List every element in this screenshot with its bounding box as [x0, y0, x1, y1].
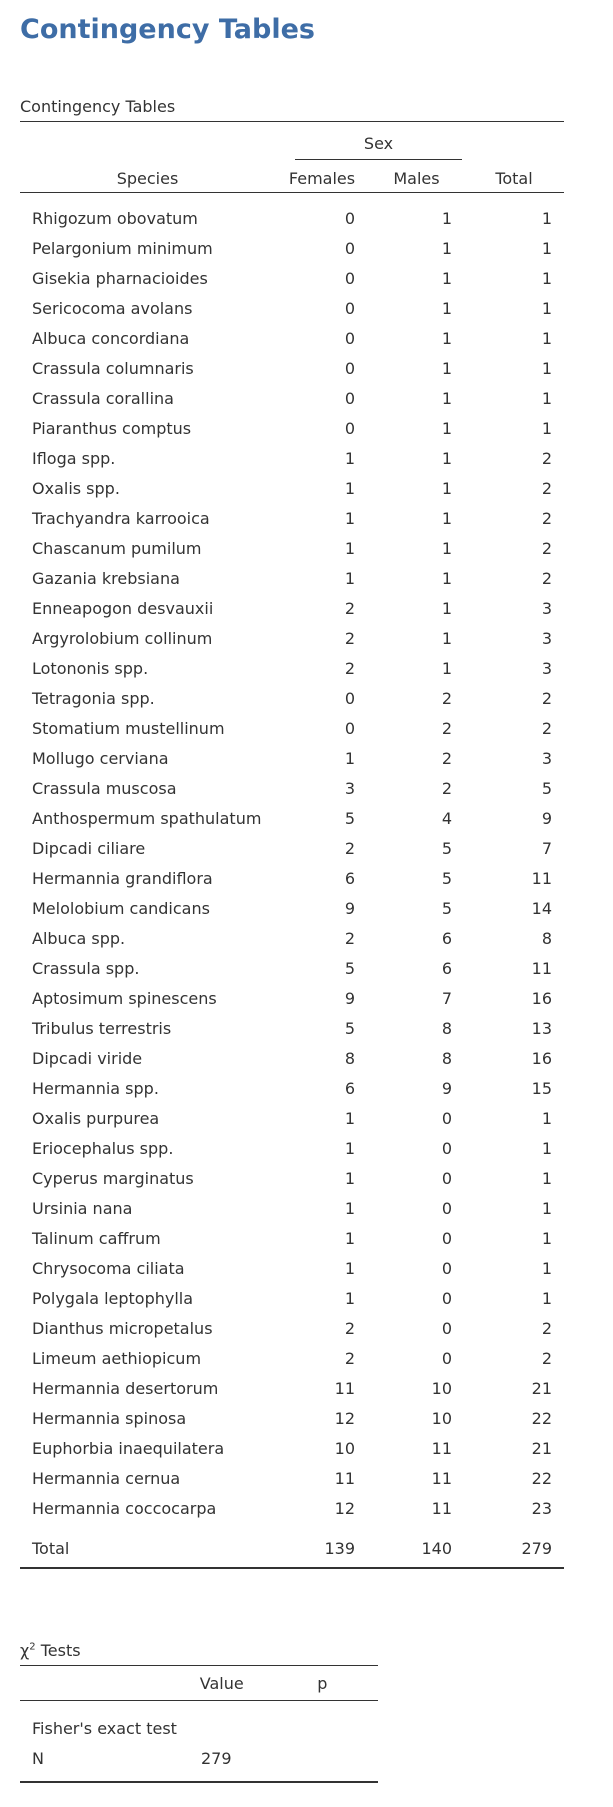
- table-row: [20, 773, 564, 803]
- total-cell: 7: [541, 838, 552, 858]
- males-cell: 8: [441, 1048, 452, 1068]
- males-cell: 1: [441, 328, 452, 348]
- species-cell: Dianthus micropetalus: [32, 1318, 213, 1338]
- females-cell: 5: [344, 958, 355, 978]
- species-cell: Mollugo cerviana: [32, 748, 169, 768]
- males-cell: 1: [441, 298, 452, 318]
- species-cell: Crassula muscosa: [32, 778, 177, 798]
- total-cell: 9: [541, 808, 552, 828]
- females-cell: 1: [344, 508, 355, 528]
- total-cell: 16: [531, 1048, 552, 1068]
- species-cell: Aptosimum spinescens: [32, 988, 217, 1008]
- total-cell: 1: [541, 1108, 552, 1128]
- total-males: 140: [421, 1538, 452, 1558]
- males-cell: 6: [441, 958, 452, 978]
- species-cell: Stomatium mustellinum: [32, 718, 225, 738]
- females-cell: 5: [344, 808, 355, 828]
- total-cell: 21: [531, 1378, 552, 1398]
- table-row: [20, 1463, 564, 1493]
- table-row: [20, 1373, 564, 1403]
- table-row: [20, 503, 564, 533]
- females-cell: 10: [334, 1438, 355, 1458]
- table-row: [20, 413, 564, 443]
- males-cell: 5: [441, 898, 452, 918]
- females-cell: 2: [344, 628, 355, 648]
- females-cell: 1: [344, 1138, 355, 1158]
- table-row: [20, 1103, 564, 1133]
- females-cell: 1: [344, 1168, 355, 1188]
- total-cell: 1: [541, 268, 552, 288]
- total-cell: 2: [541, 448, 552, 468]
- table-row: [20, 623, 564, 653]
- species-cell: Chascanum pumilum: [32, 538, 202, 558]
- test-name-cell: Fisher's exact test: [32, 1718, 177, 1738]
- chi-square-tests-section: [20, 1640, 378, 1783]
- males-cell: 1: [441, 568, 452, 588]
- table-row: [20, 863, 564, 893]
- males-cell: 1: [441, 628, 452, 648]
- species-cell: Ifloga spp.: [32, 448, 116, 468]
- males-cell: 1: [441, 448, 452, 468]
- table-row: [20, 1343, 564, 1373]
- species-cell: Ursinia nana: [32, 1198, 133, 1218]
- males-cell: 0: [441, 1138, 452, 1158]
- females-cell: 0: [344, 298, 355, 318]
- total-cell: 11: [531, 868, 552, 888]
- test-value-cell: [177, 1701, 267, 1744]
- table-row: [20, 743, 564, 773]
- females-cell: 3: [344, 778, 355, 798]
- females-cell: 2: [344, 1318, 355, 1338]
- total-cell: 2: [541, 1348, 552, 1368]
- spacer-row: [20, 193, 564, 204]
- group-header-row: [20, 122, 564, 165]
- males-cell: 6: [441, 928, 452, 948]
- total-cell: 16: [531, 988, 552, 1008]
- species-cell: Enneapogon desvauxii: [32, 598, 214, 618]
- table-row: [20, 383, 564, 413]
- table-row: [20, 683, 564, 713]
- contingency-table-caption: Contingency Tables: [20, 97, 176, 116]
- species-cell: Lotononis spp.: [32, 658, 149, 678]
- species-cell: Oxalis spp.: [32, 478, 120, 498]
- males-cell: 1: [441, 538, 452, 558]
- total-cell: 22: [531, 1468, 552, 1488]
- females-cell: 0: [344, 718, 355, 738]
- species-cell: Sericocoma avolans: [32, 298, 193, 318]
- females-cell: 12: [334, 1408, 355, 1428]
- females-cell: 0: [344, 358, 355, 378]
- females-cell: 6: [344, 1078, 355, 1098]
- column-header-species: Species: [20, 164, 275, 193]
- females-cell: 2: [344, 598, 355, 618]
- females-cell: 12: [334, 1498, 355, 1518]
- total-cell: 3: [541, 658, 552, 678]
- page-title: Contingency Tables: [20, 14, 315, 45]
- total-cell: 2: [541, 478, 552, 498]
- species-cell: Polygala leptophylla: [32, 1288, 194, 1308]
- species-cell: Albuca spp.: [32, 928, 126, 948]
- species-cell: Hermannia cernua: [32, 1468, 181, 1488]
- contingency-table: [20, 121, 564, 1569]
- species-cell: Dipcadi ciliare: [32, 838, 146, 858]
- males-cell: 2: [441, 748, 452, 768]
- table-row: [20, 833, 564, 863]
- column-header-females: Females: [275, 164, 369, 193]
- total-row: [20, 1523, 564, 1568]
- males-cell: 8: [441, 1018, 452, 1038]
- table-row: [20, 473, 564, 503]
- males-cell: 0: [441, 1168, 452, 1188]
- females-cell: 0: [344, 418, 355, 438]
- species-cell: Rhigozum obovatum: [32, 208, 198, 228]
- total-cell: 15: [531, 1078, 552, 1098]
- males-cell: 0: [441, 1228, 452, 1248]
- table-row: [20, 953, 564, 983]
- total-cell: 1: [541, 328, 552, 348]
- table-row: [20, 233, 564, 263]
- species-cell: Euphorbia inaequilatera: [32, 1438, 225, 1458]
- total-cell: 22: [531, 1408, 552, 1428]
- males-cell: 1: [441, 388, 452, 408]
- males-cell: 1: [441, 358, 452, 378]
- males-cell: 5: [441, 838, 452, 858]
- table-row: [20, 1013, 564, 1043]
- species-cell: Hermannia coccocarpa: [32, 1498, 217, 1518]
- table-row: [20, 983, 564, 1013]
- test-p-cell: [267, 1743, 378, 1782]
- males-cell: 1: [441, 268, 452, 288]
- table-row: [20, 1253, 564, 1283]
- species-cell: Hermannia spp.: [32, 1078, 159, 1098]
- total-cell: 13: [531, 1018, 552, 1038]
- contingency-table-body: [20, 203, 564, 1523]
- males-cell: 10: [431, 1408, 452, 1428]
- column-header-males: Males: [369, 164, 464, 193]
- species-cell: Crassula spp.: [32, 958, 140, 978]
- chi-header-blank: [20, 1666, 177, 1701]
- chi-header-p: p: [267, 1666, 378, 1701]
- species-cell: Hermannia grandiflora: [32, 868, 213, 888]
- chi-square-tests-caption: $\chi^2$ Tests: [20, 1641, 81, 1660]
- total-cell: 14: [531, 898, 552, 918]
- total-cell: 1: [541, 1198, 552, 1218]
- females-cell: 5: [344, 1018, 355, 1038]
- total-cell: 1: [541, 418, 552, 438]
- females-cell: 1: [344, 1228, 355, 1248]
- total-cell: 3: [541, 598, 552, 618]
- females-cell: 9: [344, 898, 355, 918]
- column-header-total: Total: [464, 164, 564, 193]
- table-row: [20, 1043, 564, 1073]
- males-cell: 1: [441, 478, 452, 498]
- females-cell: 9: [344, 988, 355, 1008]
- table-row: [20, 263, 564, 293]
- males-cell: 1: [441, 208, 452, 228]
- females-cell: 1: [344, 448, 355, 468]
- females-cell: 11: [334, 1378, 355, 1398]
- table-row: [20, 923, 564, 953]
- males-cell: 1: [441, 418, 452, 438]
- males-cell: 2: [441, 718, 452, 738]
- males-cell: 1: [441, 238, 452, 258]
- females-cell: 2: [344, 1348, 355, 1368]
- females-cell: 1: [344, 568, 355, 588]
- test-value-cell: 279: [201, 1748, 232, 1768]
- total-cell: 21: [531, 1438, 552, 1458]
- total-cell: 1: [541, 358, 552, 378]
- total-females: 139: [324, 1538, 355, 1558]
- males-cell: 1: [441, 508, 452, 528]
- males-cell: 10: [431, 1378, 452, 1398]
- table-row: [20, 1701, 378, 1744]
- table-row: [20, 203, 564, 233]
- table-row: [20, 1283, 564, 1313]
- table-row: [20, 593, 564, 623]
- total-cell: 2: [541, 538, 552, 558]
- table-row: [20, 1133, 564, 1163]
- females-cell: 1: [344, 748, 355, 768]
- total-cell: 8: [541, 928, 552, 948]
- group-header-blank: [20, 122, 275, 165]
- species-cell: Piaranthus comptus: [32, 418, 192, 438]
- table-row: [20, 323, 564, 353]
- species-cell: Albuca concordiana: [32, 328, 190, 348]
- females-cell: 2: [344, 838, 355, 858]
- total-cell: 2: [541, 568, 552, 588]
- males-cell: 4: [441, 808, 452, 828]
- females-cell: 0: [344, 388, 355, 408]
- total-cell: 5: [541, 778, 552, 798]
- total-total: 279: [521, 1538, 552, 1558]
- species-cell: Tetragonia spp.: [32, 688, 155, 708]
- males-cell: 11: [431, 1468, 452, 1488]
- total-cell: 1: [541, 1288, 552, 1308]
- group-header-blank: [464, 122, 564, 165]
- species-cell: Limeum aethiopicum: [32, 1348, 202, 1368]
- table-row: [20, 1163, 564, 1193]
- total-cell: 3: [541, 628, 552, 648]
- species-cell: Anthospermum spathulatum: [32, 808, 262, 828]
- chi-square-tests-table: [20, 1665, 378, 1783]
- table-row: [20, 893, 564, 923]
- males-cell: 0: [441, 1288, 452, 1308]
- females-cell: 6: [344, 868, 355, 888]
- species-cell: Oxalis purpurea: [32, 1108, 160, 1128]
- species-cell: Crassula corallina: [32, 388, 174, 408]
- females-cell: 1: [344, 478, 355, 498]
- species-cell: Tribulus terrestris: [32, 1018, 172, 1038]
- species-cell: Gisekia pharnacioides: [32, 268, 208, 288]
- total-cell: 1: [541, 238, 552, 258]
- females-cell: 2: [344, 928, 355, 948]
- total-cell: 1: [541, 1228, 552, 1248]
- females-cell: 1: [344, 1288, 355, 1308]
- species-cell: Cyperus marginatus: [32, 1168, 194, 1188]
- total-cell: 2: [541, 718, 552, 738]
- total-label: Total: [32, 1538, 70, 1558]
- females-cell: 8: [344, 1048, 355, 1068]
- total-cell: 2: [541, 688, 552, 708]
- total-cell: 11: [531, 958, 552, 978]
- table-row: [20, 1743, 378, 1782]
- males-cell: 0: [441, 1198, 452, 1218]
- total-cell: 1: [541, 388, 552, 408]
- table-row: [20, 803, 564, 833]
- species-cell: Trachyandra karrooica: [32, 508, 210, 528]
- total-cell: 2: [541, 508, 552, 528]
- males-cell: 0: [441, 1348, 452, 1368]
- species-cell: Pelargonium minimum: [32, 238, 213, 258]
- males-cell: 2: [441, 778, 452, 798]
- males-cell: 2: [441, 688, 452, 708]
- table-row: [20, 533, 564, 563]
- table-row: [20, 713, 564, 743]
- chi-header-row: [20, 1666, 378, 1701]
- females-cell: 2: [344, 658, 355, 678]
- chi-header-value: Value: [177, 1666, 267, 1701]
- males-cell: 7: [441, 988, 452, 1008]
- males-cell: 11: [431, 1438, 452, 1458]
- males-cell: 1: [441, 658, 452, 678]
- males-cell: 5: [441, 868, 452, 888]
- group-header-sex: Sex: [275, 122, 464, 165]
- column-header-row: [20, 164, 564, 193]
- total-cell: 1: [541, 208, 552, 228]
- females-cell: 1: [344, 538, 355, 558]
- species-cell: Crassula columnaris: [32, 358, 194, 378]
- females-cell: 1: [344, 1108, 355, 1128]
- species-cell: Argyrolobium collinum: [32, 628, 213, 648]
- males-cell: 9: [441, 1078, 452, 1098]
- species-cell: Eriocephalus spp.: [32, 1138, 174, 1158]
- males-cell: 0: [441, 1318, 452, 1338]
- table-row: [20, 653, 564, 683]
- species-cell: Chrysocoma ciliata: [32, 1258, 185, 1278]
- table-row: [20, 1073, 564, 1103]
- females-cell: 0: [344, 688, 355, 708]
- females-cell: 0: [344, 328, 355, 348]
- species-cell: Hermannia desertorum: [32, 1378, 219, 1398]
- females-cell: 1: [344, 1198, 355, 1218]
- total-cell: 23: [531, 1498, 552, 1518]
- species-cell: Dipcadi viride: [32, 1048, 143, 1068]
- females-cell: 11: [334, 1468, 355, 1488]
- total-cell: 1: [541, 1258, 552, 1278]
- table-row: [20, 1403, 564, 1433]
- males-cell: 1: [441, 598, 452, 618]
- species-cell: Melolobium candicans: [32, 898, 210, 918]
- chi-square-tests-body: [20, 1701, 378, 1783]
- table-row: [20, 563, 564, 593]
- test-p-cell: [267, 1701, 378, 1744]
- total-cell: 2: [541, 1318, 552, 1338]
- species-cell: Talinum caffrum: [32, 1228, 161, 1248]
- total-cell: 3: [541, 748, 552, 768]
- contingency-table-section: [20, 96, 564, 1569]
- table-row: [20, 443, 564, 473]
- table-row: [20, 1433, 564, 1463]
- males-cell: 0: [441, 1108, 452, 1128]
- species-cell: Hermannia spinosa: [32, 1408, 187, 1428]
- table-row: [20, 293, 564, 323]
- total-cell: 1: [541, 1168, 552, 1188]
- females-cell: 0: [344, 208, 355, 228]
- females-cell: 0: [344, 268, 355, 288]
- table-row: [20, 1313, 564, 1343]
- females-cell: 0: [344, 238, 355, 258]
- table-row: [20, 1193, 564, 1223]
- table-row: [20, 1493, 564, 1523]
- test-name-cell: N: [32, 1748, 44, 1768]
- table-row: [20, 1223, 564, 1253]
- species-cell: Gazania krebsiana: [32, 568, 180, 588]
- total-cell: 1: [541, 298, 552, 318]
- males-cell: 0: [441, 1258, 452, 1278]
- total-cell: 1: [541, 1138, 552, 1158]
- males-cell: 11: [431, 1498, 452, 1518]
- table-row: [20, 353, 564, 383]
- females-cell: 1: [344, 1258, 355, 1278]
